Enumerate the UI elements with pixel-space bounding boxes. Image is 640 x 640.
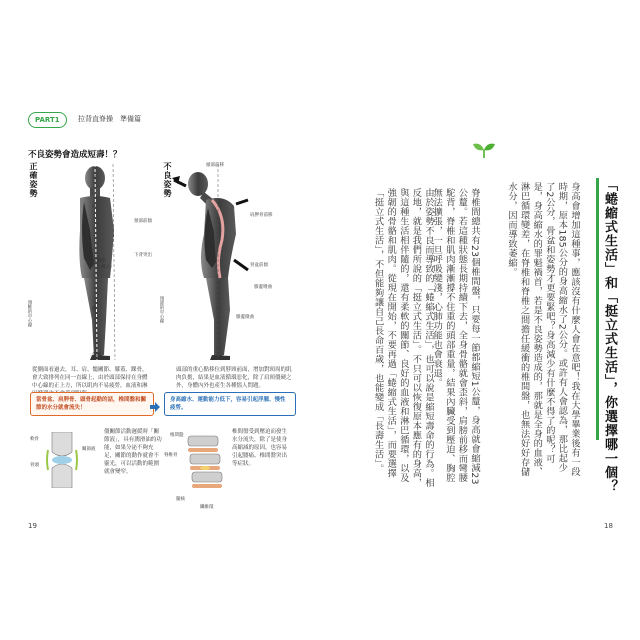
- label-knee-bent: 膝蓋彎曲: [254, 285, 272, 290]
- body-paragraph-2: 脊椎間總共有23個椎間盤，只要每一節都縮短1公釐，身高就會縮減23公釐。若這種狀態長期持續下去，全身骨骼就會歪斜，肩膀前移而彎腰駝背，脊椎和肌肉漸漸撐不住重的頭部重量，結果內臟受到壓迫、胸腔無法擴張，一旦呼吸變淺，心肺功能也會衰退。: [431, 188, 480, 485]
- knee-explanation: 僵關節活動遲緩時「關節液」，具有潤滑油的功能，如果分泌不夠充足，關節的動作就會不靈光，可以活動的範圍就會變窄。: [104, 429, 162, 475]
- caption-good-posture: 從側面看過去，耳、肩、髖關節、膝蓋、踝骨，會大致排列在同一直線上，由於頭部保持在身體中心線的正上方，所以肌肉不易疲勞，血液和淋: [32, 367, 148, 389]
- part-badge: PART1: [28, 112, 67, 128]
- label-cartilage: 軟骨: [30, 437, 39, 442]
- page-number-right: 18: [604, 522, 613, 530]
- good-posture-heading: 正確姿勢: [29, 162, 38, 198]
- label-nucleus: 髓核: [176, 497, 185, 502]
- label-disc: 椎間盤: [170, 433, 184, 438]
- label-low-back: 下背突出: [134, 253, 152, 258]
- label-ear: 耳: [92, 176, 97, 181]
- label-knee: 膝: [92, 307, 97, 312]
- label-center-line: 頸椎的中心線: [27, 300, 32, 327]
- spine-explanation: 椎間盤受到壓迫而發生水分流失，除了是使身高縮減的原因，也容易引起腰痛、椎間盤突出等症狀。: [232, 429, 288, 467]
- label-shoulder: 肩: [92, 204, 97, 209]
- label-ankle: 外踝: [92, 353, 101, 358]
- chapter-title-container: [600, 178, 620, 494]
- sprout-icon: [472, 140, 496, 158]
- consequence-note: 身高縮水、運動能力低下，容易引起浮腫、慢性疲勞。: [164, 392, 296, 416]
- warning-note: 當骨盆、肩胛骨、頭骨起動的話，椎間盤和關節的水分就會流失！: [30, 392, 154, 416]
- label-head-forward: 頭部前移: [206, 163, 224, 168]
- label-bad-center-line: 頸部的中心線: [159, 296, 164, 323]
- label-pelvis-tilt: 骨盆前傾: [250, 263, 268, 268]
- chapter-label: 拉背直脊操 準備篇: [78, 115, 141, 123]
- label-upper-back: 肩胛骨前移: [250, 213, 273, 218]
- section-title: 不良姿勢會造成短壽！？: [28, 150, 122, 160]
- spine-disc-diagram: [182, 434, 228, 494]
- page-number-left: 19: [28, 522, 37, 530]
- bad-posture-heading: 不良姿勢: [163, 162, 172, 198]
- label-annulus: 纖維環: [200, 505, 214, 510]
- chapter-title: 「蜷縮式生活」和「挺立式生活」，你選擇哪一個？: [602, 178, 617, 494]
- label-hip-joint: 髖關節 （大轉子）: [92, 259, 115, 270]
- body-paragraph-3: 由於姿勢不良而導致的「蜷縮式生活」，也可以說是縮短壽命的行為。相反地，就是我們所說的「挺立式生活」。不只可以恢復原本應有的身高，與這種生活相伴隨的，還有柔軟的關節、良好的血液和淋巴循環，以及強韌的骨骼和肌肉。從現在開始，不要再過「蜷縮式生活」，而要選擇「挺立式生活」，不但能夠讓自己長命百歲，也能變成「長壽生活」。: [372, 188, 434, 488]
- label-thigh: 膝蓋微曲: [236, 315, 254, 320]
- label-joint-fluid: 關節液: [82, 447, 96, 452]
- caption-bad-posture: 頭部的重心點移位到脖頸前面，增加對頸周的肌肉負擔，結果是血液循環惡化，除了肩頸僵硬之外，身體內外也產生各種惱人問題。: [176, 367, 292, 389]
- body-paragraph-1: 身高會增加這種事，應該沒有什麼人會在意吧！我在大學畢業後有一段時期，原本185公分的身高縮水了2公分。或許有人會認為，那比起少了2公分，骨盆和姿勢才更要緊吧？身高減少有什麼不得了的呢？可是，身高縮水的罪魁禍首，若是不良姿勢造成的，那就是全身的血液、淋巴循環變差，在脊椎和脊椎之間擔任緩衝的椎間盤，也無法好好存儲水分，因而導致萎縮。: [506, 182, 580, 477]
- knee-joint-diagram: [44, 432, 80, 488]
- label-bone: 骨頭: [30, 463, 39, 468]
- chapter-title-accent: [596, 178, 599, 440]
- label-vertebra: 脊椎骨: [164, 453, 178, 458]
- label-neck-forward: 頸部前傾: [134, 219, 152, 224]
- arrow-right-icon: [150, 402, 160, 412]
